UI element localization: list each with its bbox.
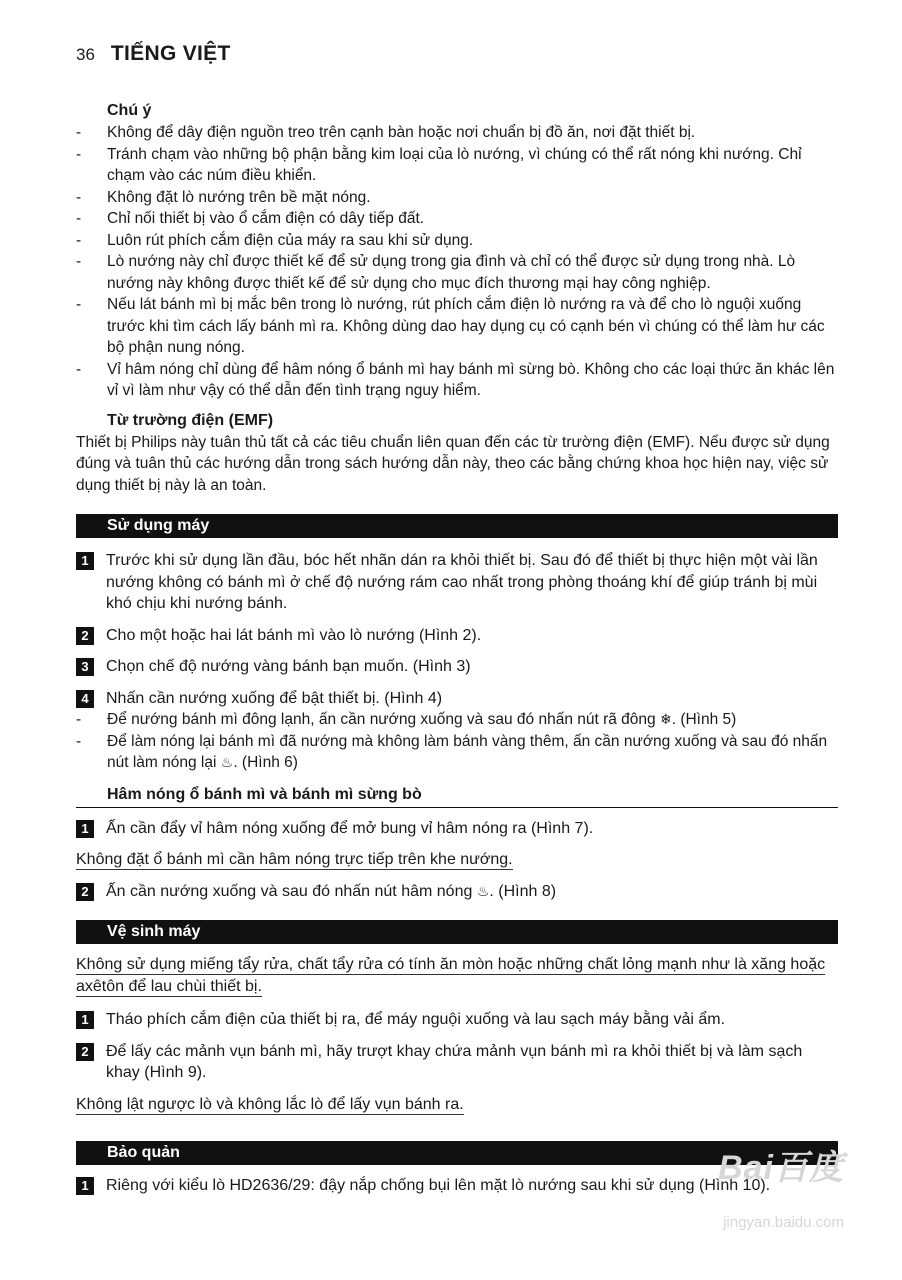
step-text: Riêng với kiểu lò HD2636/29: đậy nắp chống bụi lên mặt lò nướng sau khi sử dụng (Hình 10). xyxy=(106,1177,771,1194)
use-sub-item xyxy=(76,709,838,731)
step-number: 1 xyxy=(76,1011,94,1029)
step-text: Tháo phích cắm điện của thiết bị ra, để máy nguội xuống và lau sạch máy bằng vải ẩm. xyxy=(106,1011,726,1028)
cleaning-note-wrap xyxy=(76,954,838,997)
caution-item: - Lò nướng này chỉ được thiết kế để sử dụng trong gia đình và chỉ có thể được sử dụng trong nhà. Lò nướng này không được thiết kế để sử dụng cho mục đích thương mại hay công nghiệp. xyxy=(76,251,838,294)
caution-item: - Vỉ hâm nóng chỉ dùng để hâm nóng ổ bánh mì hay bánh mì sừng bò. Không cho các loại thức ăn khác lên vỉ vì làm như vậy có thể dẫn đến tình trạng nguy hiểm. xyxy=(76,359,838,402)
step-text-part: Ấn cần nướng xuống và sau đó nhấn nút hâm nóng xyxy=(106,882,477,900)
language-title: TIẾNG VIỆT xyxy=(110,42,231,65)
use-sub-list xyxy=(76,709,838,774)
sub-item-text: Để nướng bánh mì đông lạnh, ấn cần nướng xuống và sau đó nhấn nút rã đông xyxy=(107,711,660,728)
section-bar-use: Sử dụng máy xyxy=(76,514,838,538)
step-text: Nhấn cần nướng xuống để bật thiết bị. (Hình 4) xyxy=(106,689,443,707)
step-number: 4 xyxy=(76,690,94,708)
sub-item-text: Để làm nóng lại bánh mì đã nướng mà không làm bánh vàng thêm, ấn cần nướng xuống và sau đó nhấn nút làm nóng lại xyxy=(107,732,828,771)
step-text: Để lấy các mảnh vụn bánh mì, hãy trượt khay chứa mảnh vụn bánh mì ra khỏi thiết bị và làm sạch khay (Hình 9). xyxy=(106,1042,803,1081)
warm-section-title: Hâm nóng ổ bánh mì và bánh mì sừng bò xyxy=(76,784,838,808)
watermark-logo: Bai百度 xyxy=(718,1149,844,1187)
step-number: 2 xyxy=(76,883,94,901)
watermark-url: jingyan.baidu.com xyxy=(723,1214,844,1231)
cleaning-step xyxy=(76,1009,838,1031)
sub-item-ref: . (Hình 5) xyxy=(671,711,737,728)
caution-item: - Nếu lát bánh mì bị mắc bên trong lò nướng, rút phích cắm điện lò nướng ra và để cho lò nguội xuống trước khi tìm cách lấy bánh mì ra. Không dùng dao hay dụng cụ có cạnh bén vì chúng có thể làm hư các bộ phận nung nóng. xyxy=(76,294,838,359)
warming-rack-icon: ♨ xyxy=(476,882,490,899)
section-bar-cleaning: Vệ sinh máy xyxy=(76,920,838,944)
use-step xyxy=(76,625,838,647)
step-number: 2 xyxy=(76,1043,94,1061)
section-bar-storage: Bảo quản xyxy=(76,1141,838,1165)
step-text xyxy=(106,881,838,903)
use-sub-item xyxy=(76,731,838,774)
use-step xyxy=(76,656,838,678)
baidu-watermark xyxy=(718,1140,844,1231)
caution-item: - Luôn rút phích cắm điện của máy ra sau khi sử dụng. xyxy=(76,230,838,252)
step-ref: . (Hình 8) xyxy=(489,882,557,900)
emf-title: Từ trường điện (EMF) xyxy=(107,411,274,429)
sub-item-ref: . (Hình 6) xyxy=(233,754,298,771)
caution-item: - Không để dây điện nguồn treo trên cạnh bàn hoặc nơi chuẩn bị đồ ăn, nơi đặt thiết bị. xyxy=(76,122,838,144)
snowflake-icon: ❄ xyxy=(659,711,672,727)
emf-text: Thiết bị Philips này tuân thủ tất cả các tiêu chuẩn liên quan đến các từ trường điện (EMF). Nếu được sử dụng đúng và tuân thủ các hướng dẫn trong sách hướng dẫn này, theo các bằng chứng khoa học hiện nay, việc sử dụng thiết bị này là an toàn. xyxy=(76,433,830,494)
step-number: 2 xyxy=(76,627,94,645)
warm-step xyxy=(76,881,838,903)
page-number: 36 xyxy=(76,45,95,64)
use-step xyxy=(76,550,838,615)
caution-item: - Chỉ nối thiết bị vào ổ cắm điện có dây tiếp đất. xyxy=(76,208,838,230)
use-step xyxy=(76,688,838,710)
reheat-icon: ♨ xyxy=(220,754,234,770)
caution-item: - Tránh chạm vào những bộ phận bằng kim loại của lò nướng, vì chúng có thể rất nóng khi nướng. Chỉ chạm vào các núm điều khiển. xyxy=(76,144,838,187)
caution-title: Chú ý xyxy=(107,102,152,119)
page-content xyxy=(76,100,838,1197)
step-number: 3 xyxy=(76,658,94,676)
caution-item: - Không đặt lò nướng trên bề mặt nóng. xyxy=(76,187,838,209)
step-number: 1 xyxy=(76,552,94,570)
cleaning-note2-wrap xyxy=(76,1094,838,1116)
warm-step xyxy=(76,818,838,840)
caution-list xyxy=(76,122,838,402)
warm-note-wrap xyxy=(76,849,838,871)
step-text: Trước khi sử dụng lần đầu, bóc hết nhãn dán ra khỏi thiết bị. Sau đó để thiết bị thực hiện một vài lần nướng không có bánh mì ở chế độ nướng rám cao nhất trong phòng thoáng khí để giúp tránh bị mùi khó chịu khi nướng bánh. xyxy=(106,552,818,612)
step-number: 1 xyxy=(76,1177,94,1195)
page-header xyxy=(76,42,231,66)
step-number: 1 xyxy=(76,820,94,838)
step-text: Ấn cần đẩy vỉ hâm nóng xuống để mở bung vỉ hâm nóng ra (Hình 7). xyxy=(106,819,594,837)
cleaning-step xyxy=(76,1041,838,1084)
cleaning-note: Không sử dụng miếng tẩy rửa, chất tẩy rửa có tính ăn mòn hoặc những chất lỏng mạnh như là xăng hoặc axêtôn để lau chùi thiết bị. xyxy=(76,956,826,995)
step-text: Cho một hoặc hai lát bánh mì vào lò nướng (Hình 2). xyxy=(106,626,482,644)
warm-note: Không đặt ổ bánh mì cần hâm nóng trực tiếp trên khe nướng. xyxy=(76,851,513,868)
step-text: Chọn chế độ nướng vàng bánh bạn muốn. (Hình 3) xyxy=(106,658,471,675)
cleaning-note2: Không lật ngược lò và không lắc lò để lấy vụn bánh ra. xyxy=(76,1095,464,1113)
